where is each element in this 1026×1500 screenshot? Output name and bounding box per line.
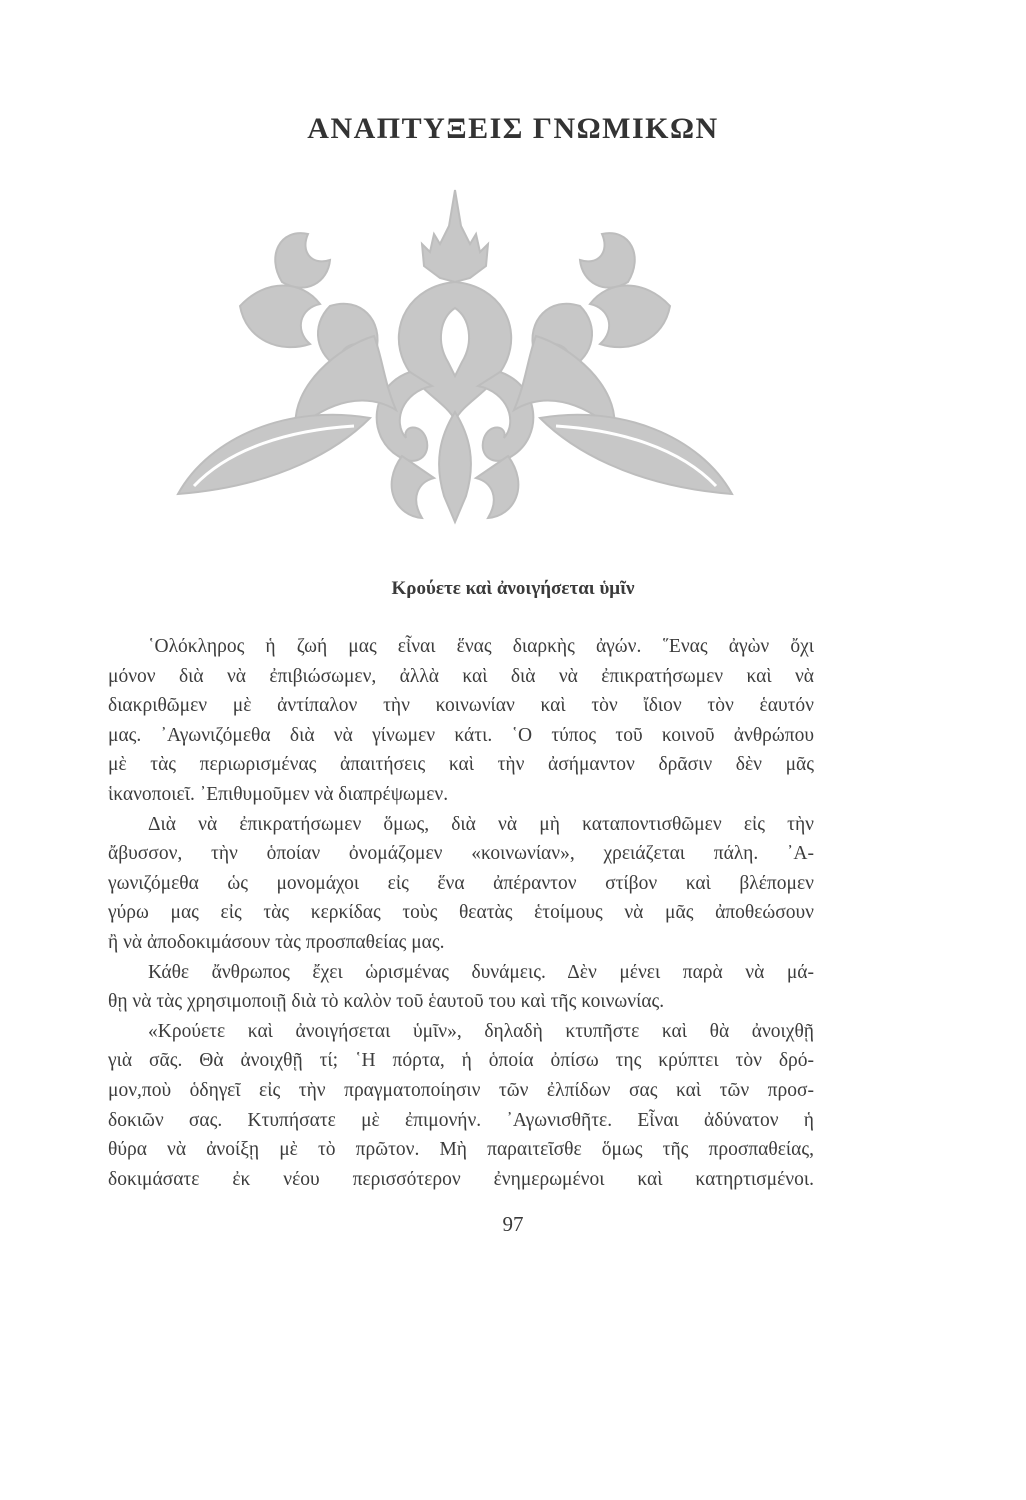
page-title: ΑΝΑΠΤΥΞΕΙΣ ΓΝΩΜΙΚΩΝ bbox=[307, 112, 719, 145]
paragraph-2 bbox=[108, 810, 814, 958]
text-line: θύρα νὰ ἀνοίξῃ μὲ τὸ πρῶτον. Μὴ παραιτεῖσθε ὅμως τῆς προσπαθείας, bbox=[108, 1139, 814, 1161]
text-line: μον,ποὺ ὁδηγεῖ εἰς τὴν πραγματοποίησιν τῶν ἐλπίδων σας καὶ τῶν προσ- bbox=[108, 1079, 814, 1101]
text-line: μας. ᾿Αγωνιζόμεθα διὰ νὰ γίνωμεν κάτι. ῾Ο τύπος τοῦ κοινοῦ ἀνθρώπου bbox=[108, 724, 814, 746]
text-line: ἢ νὰ ἀποδοκιμάσουν τὰς προσπαθείας μας. bbox=[108, 931, 445, 953]
text-line: ῾Ολόκληρος ἡ ζωή μας εἶναι ἕνας διαρκὴς ἀγών. ῞Ενας ἀγὼν ὄχι bbox=[148, 636, 814, 657]
text-line: «Κρούετε καὶ ἀνοιγήσεται ὑμῖν», δηλαδὴ κτυπῆστε καὶ θὰ ἀνοιχθῇ bbox=[148, 1020, 814, 1042]
paragraph-4 bbox=[108, 1017, 814, 1195]
text-line: διακριθῶμεν μὲ ἀντίπαλον τὴν κοινωνίαν καὶ τὸν ἴδιον τὸν ἑαυτόν bbox=[108, 695, 814, 717]
paragraph-1 bbox=[108, 632, 814, 810]
paragraph-3 bbox=[108, 958, 814, 1017]
text-line: γωνιζόμεθα ὡς μονομάχοι εἰς ἕνα ἀπέραντον στίβον καὶ βλέπομεν bbox=[108, 872, 814, 894]
text-line: γύρω μας εἰς τὰς κερκίδας τοὺς θεατὰς ἑτοίμους νὰ μᾶς ἀποθεώσουν bbox=[108, 902, 814, 924]
text-line: ἱκανοποιεῖ. ᾿Επιθυμοῦμεν νὰ διαπρέψωμεν. bbox=[108, 783, 449, 805]
floral-ornament-icon bbox=[170, 186, 740, 526]
text-line: δοκιῶν σας. Κτυπήσατε μὲ ἐπιμονήν. ᾿Αγωνισθῆτε. Εἶναι ἀδύνατον ἡ bbox=[108, 1109, 814, 1131]
text-line: θῃ νὰ τὰς χρησιμοποιῇ διὰ τὸ καλὸν τοῦ ἑαυτοῦ του καὶ τῆς κοινωνίας. bbox=[108, 991, 665, 1013]
text-line: γιὰ σᾶς. Θὰ ἀνοιχθῇ τί; ῾Η πόρτα, ἡ ὁποία ὀπίσω της κρύπτει τὸν δρό- bbox=[108, 1050, 814, 1072]
text-line: δοκιμάσατε ἐκ νέου περισσότερον ἐνημερωμένοι καὶ κατηρτισμένοι. bbox=[108, 1168, 814, 1190]
section-title: Κρούετε καὶ ἀνοιγήσεται ὑμῖν bbox=[391, 578, 635, 599]
text-line: μόνον διὰ νὰ ἐπιβιώσωμεν, ἀλλὰ καὶ διὰ νὰ ἐπικρατήσωμεν καὶ νὰ bbox=[108, 665, 814, 687]
body-text bbox=[108, 632, 814, 1194]
text-line: Κάθε ἄνθρωπος ἔχει ὡρισμένας δυνάμεις. Δὲν μένει παρὰ νὰ μά- bbox=[148, 961, 814, 983]
page-number: 97 bbox=[502, 1212, 524, 1236]
text-line: μὲ τὰς περιωρισμένας ἀπαιτήσεις καὶ τὴν ἀσήμαντον δρᾶσιν δὲν μᾶς bbox=[108, 754, 814, 776]
text-line: ἄβυσσον, τὴν ὁποίαν ὀνομάζομεν «κοινωνίαν», χρειάζεται πάλη. ᾿Α- bbox=[108, 843, 814, 865]
text-line: Διὰ νὰ ἐπικρατήσωμεν ὅμως, διὰ νὰ μὴ καταποντισθῶμεν εἰς τὴν bbox=[148, 813, 814, 835]
